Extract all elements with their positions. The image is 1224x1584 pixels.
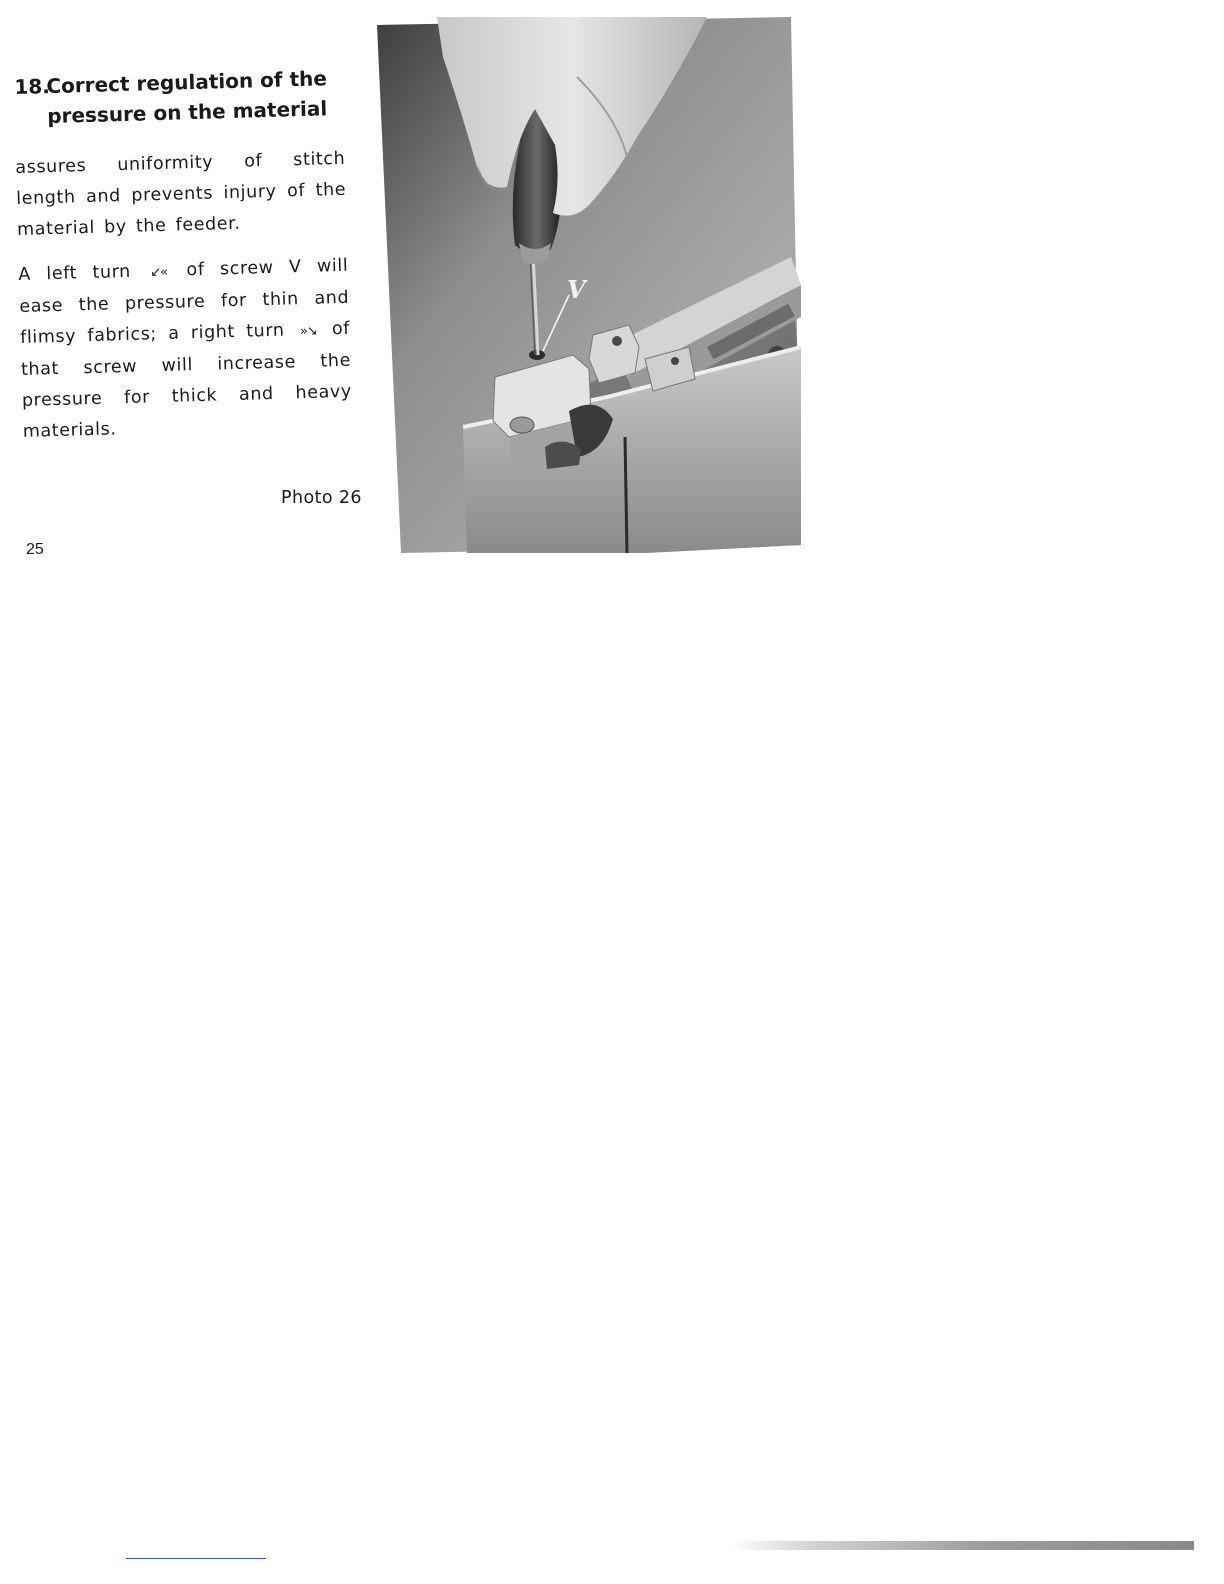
intro-paragraph: assures uniformity of stitch length and prevents injury of the material by the feeder. xyxy=(15,148,347,240)
section-number: 18. xyxy=(14,74,51,99)
left-turn-arrow-icon: ↙« xyxy=(150,264,168,281)
instruction-text-2: of screw V will ease the pressure for thin and flimsy fabrics; a right turn xyxy=(19,255,350,348)
instruction-text-3: of that screw will increase the pressure for thick and heavy materials. xyxy=(20,318,353,442)
right-turn-arrow-icon: »↘ xyxy=(299,323,317,340)
heading-line-2: pressure on the material xyxy=(46,96,328,129)
blue-divider-line xyxy=(126,1558,266,1559)
instruction-text-1: A left turn xyxy=(18,261,132,285)
page-number: 25 xyxy=(26,541,44,558)
heading-line-1: Correct regulation of the xyxy=(46,66,328,99)
grey-scan-bar xyxy=(730,1541,1194,1550)
photo-caption: Photo 26 xyxy=(281,488,362,508)
screw-v-label: V xyxy=(567,275,586,304)
instruction-paragraph xyxy=(18,251,353,448)
sewing-machine-photo xyxy=(377,17,801,553)
section-heading xyxy=(14,63,356,132)
